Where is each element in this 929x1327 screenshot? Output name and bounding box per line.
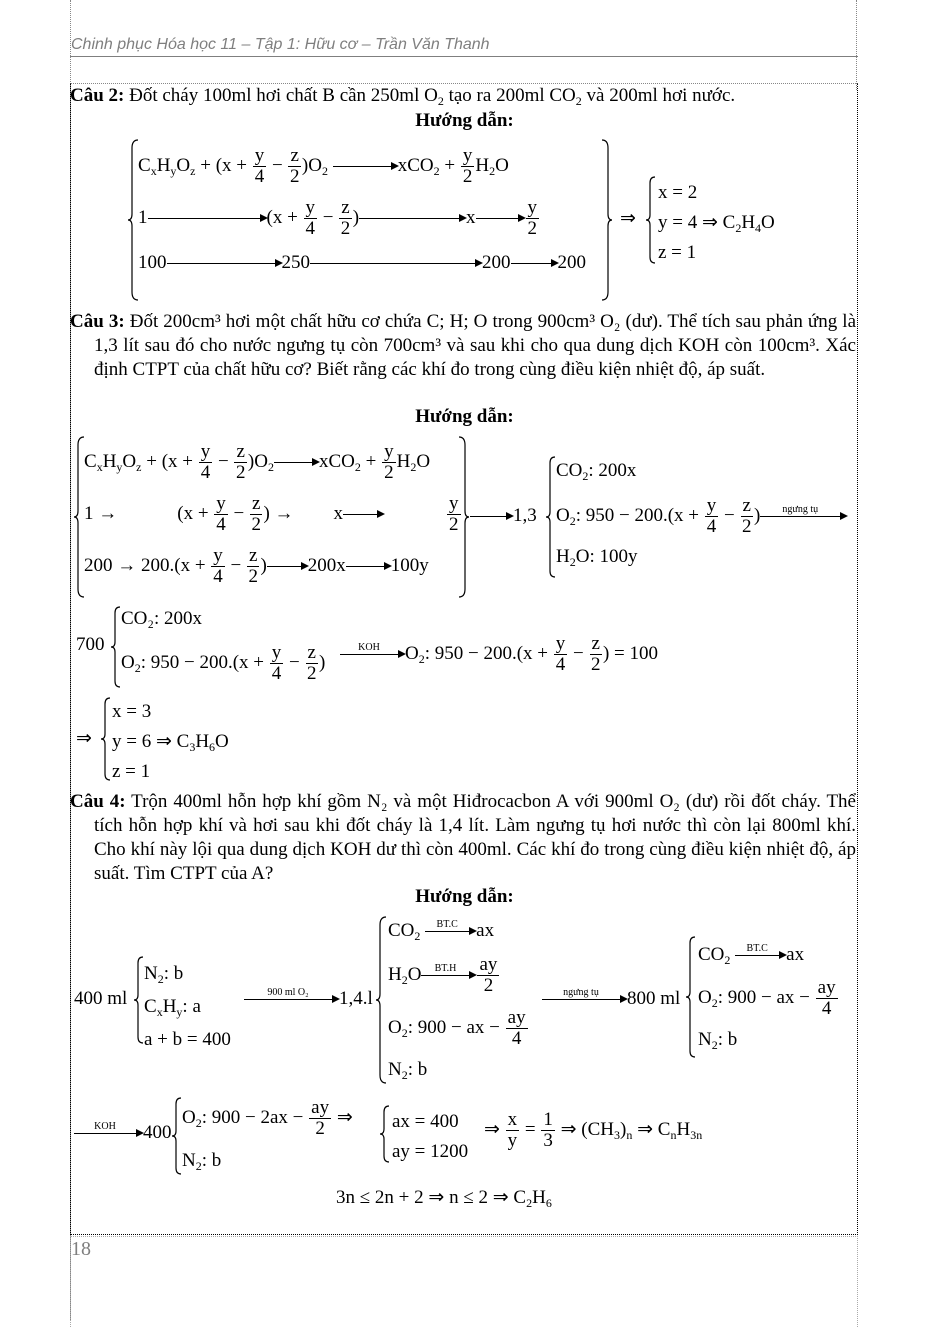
initial-volume: 400 ml [74, 988, 128, 1009]
question-label: Câu 3: [70, 311, 125, 332]
question-2 [70, 84, 856, 108]
guide-heading: Hướng dẫn: [415, 886, 514, 907]
mole-ratio-row: 1 (x + $\frac{y}{4}$ − $\frac{z}{2}$ ) x $\frac{y}{2}$ [138, 197, 538, 239]
result-system: x = 2 y = 4 ⇒ $C_2H_4O$ z = 1 [658, 182, 775, 263]
implies-icon: ⇒ [620, 208, 636, 229]
left-brace [546, 455, 556, 579]
left-brace [172, 1096, 182, 1176]
question-text: Trộn 400ml hỗn hợp khí gồm N₂ và một Hiđrocacbon A với 900ml O₂ (dư) rồi đốt cháy. Thể tích hỗn hợp khí và hơi sau khi đốt cháy là 1,4 lít. Làm ngưng tụ hơi nước thì còn lại 800ml khí. Cho khí này lội qua dung dịch KOH dư thì còn 400ml. Các khí đo trong cùng điều kiện nhiệt độ, áp suất. Tìm CTPT của A? [94, 791, 856, 884]
left-brace [646, 175, 656, 265]
mole-ratio-row: 1 → (x + $\frac{y}{4}$ − $\frac{z}{2}$ ) → x $\frac{y}{2}$ [84, 493, 459, 535]
volume-row: 100 250 200 200 [138, 252, 586, 273]
gas-co2: $CO_2$: 200x [556, 460, 637, 483]
volume-row: 200 → 200.(x + $\frac{y}{4}$ − $\frac{z}{2}$ ) 200x 100y [84, 545, 429, 587]
question-label: Câu 4: [70, 791, 126, 812]
left-brace [376, 915, 388, 1085]
burn-step: 900 ml O₂ 1,4.l [244, 988, 373, 1010]
conclusion: 3n ≤ 2n + 2 ⇒ n ≤ 2 ⇒ $C_2H_6$ [336, 1187, 552, 1210]
right-brace [600, 138, 612, 302]
guide-heading: Hướng dẫn: [415, 406, 514, 427]
right-brace [457, 435, 469, 599]
gas-co2: $CO_2$ BT.C ax [698, 942, 805, 967]
koh-step: KOH $O_2$: 950 − 200.(x + $\frac{y}{4}$ − $\frac{z}{2}$ ) = 100 [340, 634, 658, 675]
gas-co2: CO₂: 200x [121, 608, 203, 629]
footer-frame [70, 1236, 858, 1327]
result-system: x = 3 y = 6 ⇒ $C_3H_6O$ z = 1 [112, 701, 229, 782]
condense-step: ngưng tụ 800 ml [542, 988, 680, 1010]
header-rule [70, 56, 858, 57]
gas-n2: $N_2$: b [388, 1059, 428, 1082]
reaction-equation: $C_xH_yO_z + (x$ + $\frac{y}{4}$ − $\frac{z}{2}$ )$O_2$ xCO$_2$ + $\frac{y}{2}$ $H_2O$ [138, 145, 509, 187]
implies-icon: ⇒ [76, 728, 92, 749]
volume-after-burn: 1,3 [470, 505, 537, 527]
gas-o2: $O_2$: 900 − 2ax − $\frac{ay}{2}$ ⇒ [182, 1097, 353, 1139]
gas-o2: $O_2$: 950 − 200.(x + $\frac{y}{4}$ − $\frac{z}{2}$ ) ngưng tụ [556, 496, 847, 537]
question-label: Câu 2: [70, 85, 125, 106]
gas-o2: $O_2$: 900 − ax − $\frac{ay}{4}$ [698, 977, 836, 1019]
gas-co2: $CO_2$ BT.C ax [388, 918, 495, 943]
page-number: 18 [71, 1238, 91, 1260]
left-brace [101, 696, 111, 782]
left-brace [686, 935, 696, 1059]
gas-h2o: $H_2O$: 100y [556, 546, 638, 569]
question-text: Đốt cháy 100ml hơi chất B cần 250ml $O_2$ tạo ra 200ml $CO_2$ và 200ml hơi nước. [129, 85, 736, 108]
initial-mixture: $N_2$: b $C_xH_y$: a a + b = 400 [144, 963, 231, 1050]
volume-after-condense: 700 [76, 634, 105, 655]
reaction-equation: $C_xH_yO_z + (x$ + $\frac{y}{4}$ − $\frac{z}{2}$ )$O_2$ xCO$_2$ + $\frac{y}{2}$ $H_2O$ [84, 441, 431, 483]
question-text: Đốt 200cm³ hơi một chất hữu cơ chứa C; H; O trong 900cm³ O₂ (dư). Thể tích sau phản ứng là 1,3 lít sau đó cho nước ngưng tụ còn 700cm³ và sau khi cho qua dung dịch KOH còn 100cm³. Xác định CTPT của chất hữu cơ? Biết rằng các khí đo trong cùng điều kiện nhiệt độ, áp suất. [94, 311, 856, 380]
gas-n2: $N_2$: b [698, 1029, 738, 1052]
ratio-derivation: ⇒ $\frac{x}{y}$ = $\frac{1}{3}$ ⇒ $(CH_3)_n$ ⇒ $C_nH_{3n}$ [484, 1109, 703, 1151]
gas-h2o: $H_2O$ BT.H $\frac{ay}{2}$ [388, 954, 498, 996]
running-header: Chinh phục Hóa học 11 – Tập 1: Hữu cơ – Trần Văn Thanh [71, 36, 490, 53]
question-4 [70, 790, 856, 886]
question-3 [70, 310, 856, 382]
gas-n2: $N_2$: b [182, 1150, 222, 1173]
margin-guide-right [856, 0, 857, 90]
left-brace [111, 605, 121, 689]
koh-step: KOH 400 [74, 1122, 172, 1144]
gas-o2: $O_2$: 900 − ax − $\frac{ay}{4}$ [388, 1007, 526, 1049]
guide-heading: Hướng dẫn: [415, 110, 514, 131]
ax-ay-system: ax = 400 ay = 1200 [392, 1111, 469, 1162]
left-brace [380, 1104, 390, 1164]
gas-o2: $O_2$: 950 − 200.(x + $\frac{y}{4}$ − $\frac{z}{2}$ ) [121, 642, 326, 684]
left-brace [134, 955, 144, 1045]
